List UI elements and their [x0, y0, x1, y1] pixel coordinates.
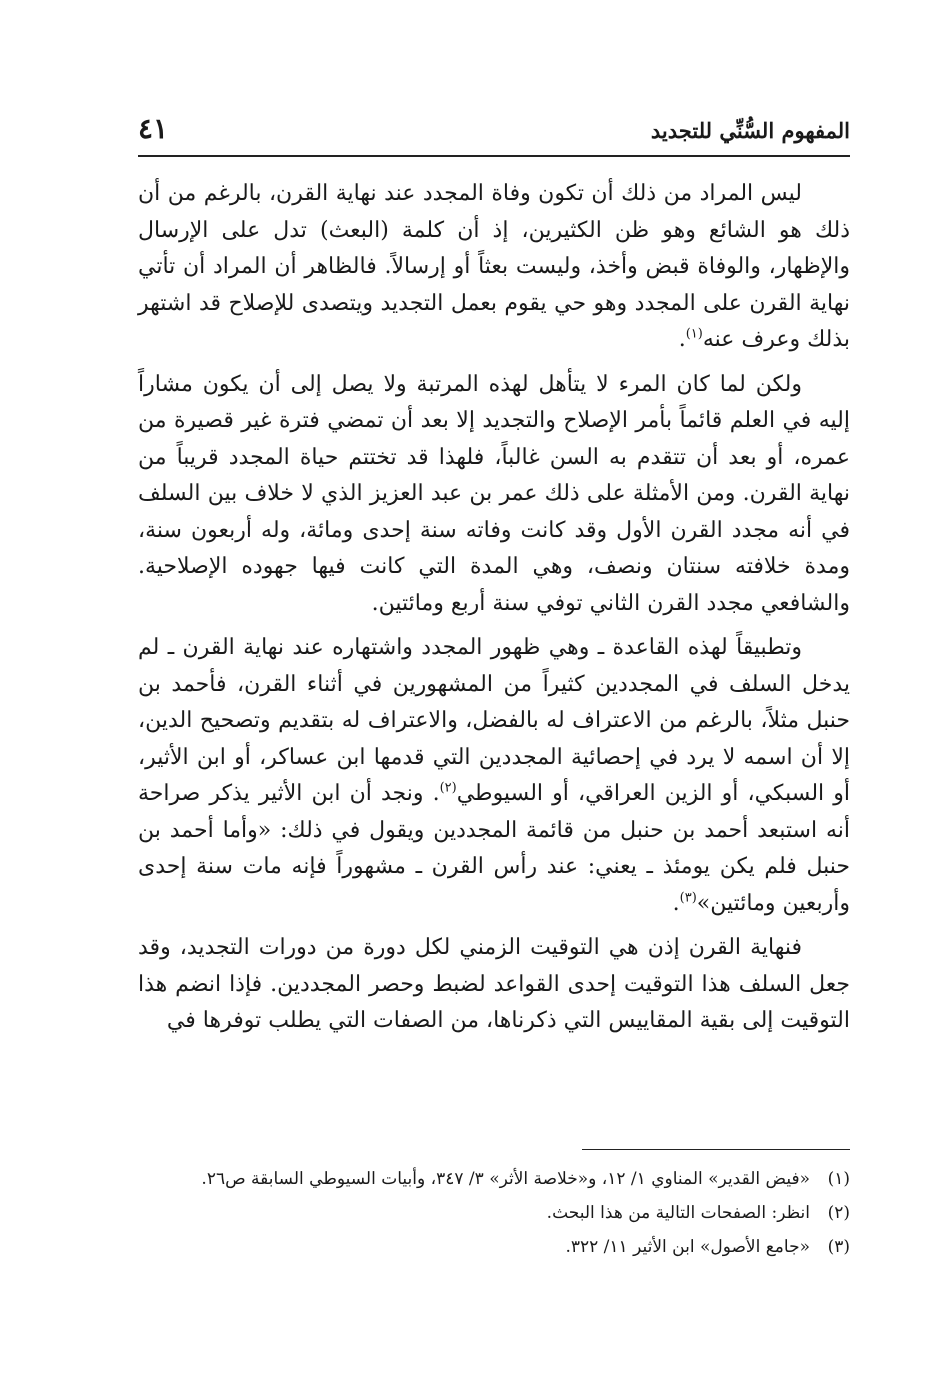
footnotes [138, 1165, 850, 1267]
footnote-2 [138, 1199, 850, 1227]
footnote-text: «فيض القدير» المناوي ١/ ١٢، و«خلاصة الأثر» ٣/ ٣٤٧، وأبيات السيوطي السابقة ص٢٦. [201, 1169, 810, 1189]
footnote-rule [582, 1149, 850, 1150]
paragraph-3-text: وتطبيقاً لهذه القاعدة ـ وهي ظهور المجدد واشتهاره عند نهاية القرن ـ لم يدخل السلف في المجددين كثيراً من المشهورين في أثناء القرن، فأحمد بن حنبل مثلاً، بالرغم من الاعتراف له بالفضل، والاعتراف له بتقديم وتصحيح الدين، إلا أن اسمه لا يرد في إحصائية المجددين التي قدمها ابن عساكر، أو ابن الأثير، أو السبكي، أو الزين العراقي، أو السيوطي [138, 635, 850, 806]
footnote-text: انظر: الصفحات التالية من هذا البحث. [546, 1203, 810, 1223]
footnote-text: «جامع الأصول» ابن الأثير ١١/ ٣٢٢. [565, 1237, 810, 1257]
paragraph-3-quote: . ونجد أن ابن الأثير يذكر صراحة أنه استبعد أحمد بن حنبل من قائمة المجددين ويقول في ذلك: «وأما أحمد بن حنبل فلم يكن يومئذ ـ يعني: عند رأس القرن ـ مشهوراً فإنه مات سنة إحدى وأربعين ومائتين» [138, 781, 850, 916]
running-title: المفهوم السُّنِّي للتجديد [650, 118, 850, 143]
paragraph-4: فنهاية القرن إذن هي التوقيت الزمني لكل دورة من دورات التجديد، وقد جعل السلف هذا التوقيت إحدى القواعد لضبط وحصر المجددين. فإذا انضم هذا التوقيت إلى بقية المقاييس التي ذكرناها، من الصفات التي يطلب توفرها في [138, 935, 850, 1033]
paragraph-1-end: . [678, 327, 686, 352]
paragraph-3-end: . [672, 890, 680, 916]
footnote-3 [138, 1233, 850, 1261]
paragraph-1-text: ليس المراد من ذلك أن تكون وفاة المجدد عند نهاية القرن، بالرغم من أن ذلك هو الشائع وهو ظن الكثيرين، إذ أن كلمة (البعث) تدل على الإرسال والإظهار، والوفاة قبض وأخذ، وليست بعثاً أو إرسالاً. فالظاهر أن المراد أن تأتي نهاية القرن على المجدد وهو حي يقوم بعمل التجديد ويتصدى للإصلاح قد اشتهر بذلك وعرف عنه [138, 181, 850, 352]
footnote-number: (٣) [827, 1237, 850, 1257]
footnote-ref-3: (٣) [679, 890, 697, 906]
paragraph-1 [138, 176, 850, 359]
paragraph-3 [138, 630, 850, 922]
footnote-number: (١) [827, 1169, 850, 1189]
page-number: ٤١ [138, 112, 169, 145]
header-rule [138, 155, 850, 157]
body-text [138, 176, 850, 1048]
footnote-number: (٢) [827, 1203, 850, 1223]
page-header [138, 112, 850, 152]
paragraph-2: ولكن لما كان المرء لا يتأهل لهذه المرتبة ولا يصل إلى أن يكون مشاراً إليه في العلم قائماً بأمر الإصلاح والتجديد إلا بعد أن تمضي فترة غير قصيرة من عمره، أو بعد أن تتقدم به السن غالباً، فلهذا قد تختتم حياة المجدد قريباً من نهاية القرن. ومن الأمثلة على ذلك عمر بن عبد العزيز الذي لا خلاف بين السلف في أنه مجدد القرن الأول وقد كانت وفاته سنة إحدى ومائة، وله أربعون سنة، ومدة خلافته سنتان ونصف، وهي المدة التي كانت فيها جهوده الإصلاحية. والشافعي مجدد القرن الثاني توفي سنة أربع ومائتين. [138, 371, 850, 616]
footnote-ref-2: (٢) [439, 780, 457, 796]
footnote-ref-1: (١) [685, 326, 703, 342]
footnote-1 [138, 1165, 850, 1193]
